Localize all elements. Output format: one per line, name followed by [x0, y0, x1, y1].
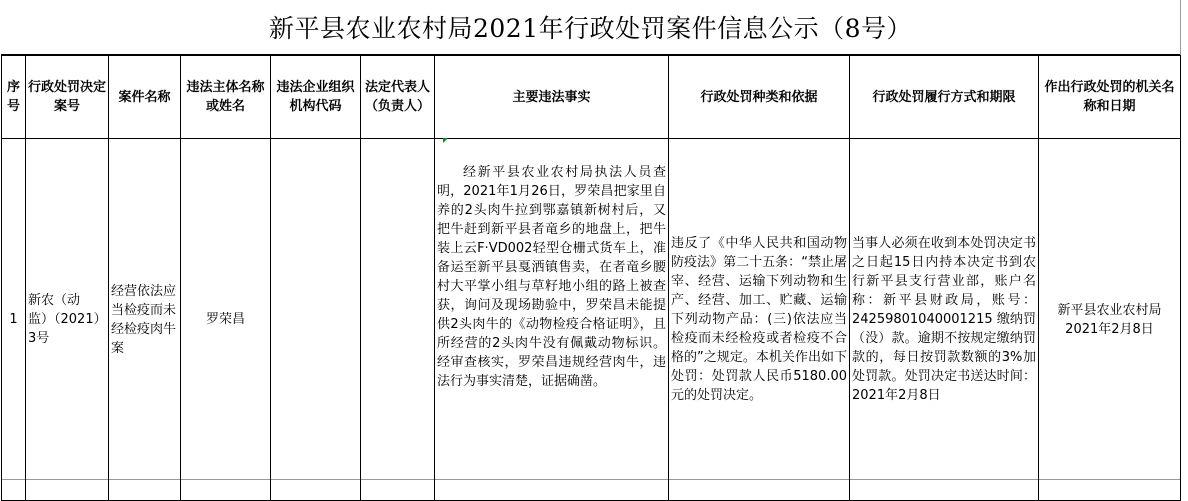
- cell-authority: [1039, 139, 1181, 501]
- header-performance: 行政处罚履行方式和期限: [850, 56, 1039, 139]
- page-title: 新平县农业农村局2021年行政处罚案件信息公示（8号）: [1, 0, 1180, 55]
- cell-facts: 经新平县农业农村局执法人员查明，2021年1月26日，罗荣昌把家里自养的2头肉牛拉到鄂嘉镇新树村后，又把牛赶到新平县者竜乡的地盘上，把牛装上云F·VD002轻型仓栅式货车上，准备运至新平县戛洒镇售卖，在者竜乡腰村大平掌小组与草籽地小组的路上被查获，询问及现场勘验中，罗荣昌未能提供2头肉牛的《动物检疫合格证明》，且所经营的2头肉牛没有佩戴动物标识。经审查核实，罗荣昌违规经营肉牛，违法行为事实清楚，证据确凿。: [435, 139, 669, 501]
- cell-case-name: 经营依法应当检疫而未经检疫肉牛案: [109, 139, 181, 501]
- cell-comment-marker: [443, 138, 448, 143]
- cell-seq: 1: [2, 139, 26, 501]
- cell-legal-rep: [361, 139, 435, 501]
- disclosure-sheet: [1, 0, 1181, 480]
- header-authority: 作出行政处罚的机关名称和日期: [1039, 56, 1181, 139]
- cell-performance: 当事人必须在收到本处罚决定书之日起15日内持本决定书到农行新平县支行营业部，账户名称：新平县财政局，账号：2425980104000​1215 缴纳罚（没）款。逾期不按规定缴纳罚款的，每日按罚款数额的3%加处罚款。处罚决定书送达时间：2021年2月8日: [850, 139, 1039, 501]
- authority-name: 新平县农业农村局: [1057, 302, 1162, 318]
- header-decision-no: 行政处罚决定案号: [26, 56, 109, 139]
- header-row: [2, 56, 1181, 139]
- cell-subject-name: 罗荣昌: [181, 139, 271, 501]
- header-org-code: 违法企业组织机构代码: [271, 56, 361, 139]
- cell-org-code: [271, 139, 361, 501]
- cell-penalty-type: 违反了《中华人民共和国动物防疫法》第二十五条：“禁止屠宰、经营、运输下列动物和生产、经营、加工、贮藏、运输下列动物产品：(三)依法应当检疫而未经检疫或者检疫不合格的”之规定。本机关作出如下处罚：处罚款人民币5180.00元的处罚决定。: [669, 139, 850, 501]
- header-legal-rep: 法定代表人（负责人）: [361, 56, 435, 139]
- cell-decision-no: 新农（动监）（2021）3号: [26, 139, 109, 501]
- authority-date: 2021年2月8日: [1065, 321, 1154, 337]
- header-penalty-type: 行政处罚种类和依据: [669, 56, 850, 139]
- table-row: [2, 139, 1181, 501]
- header-facts: 主要违法事实: [435, 56, 669, 139]
- header-subject-name: 违法主体名称或姓名: [181, 56, 271, 139]
- case-table: [1, 55, 1181, 501]
- header-seq: 序号: [2, 56, 26, 139]
- header-case-name: 案件名称: [109, 56, 181, 139]
